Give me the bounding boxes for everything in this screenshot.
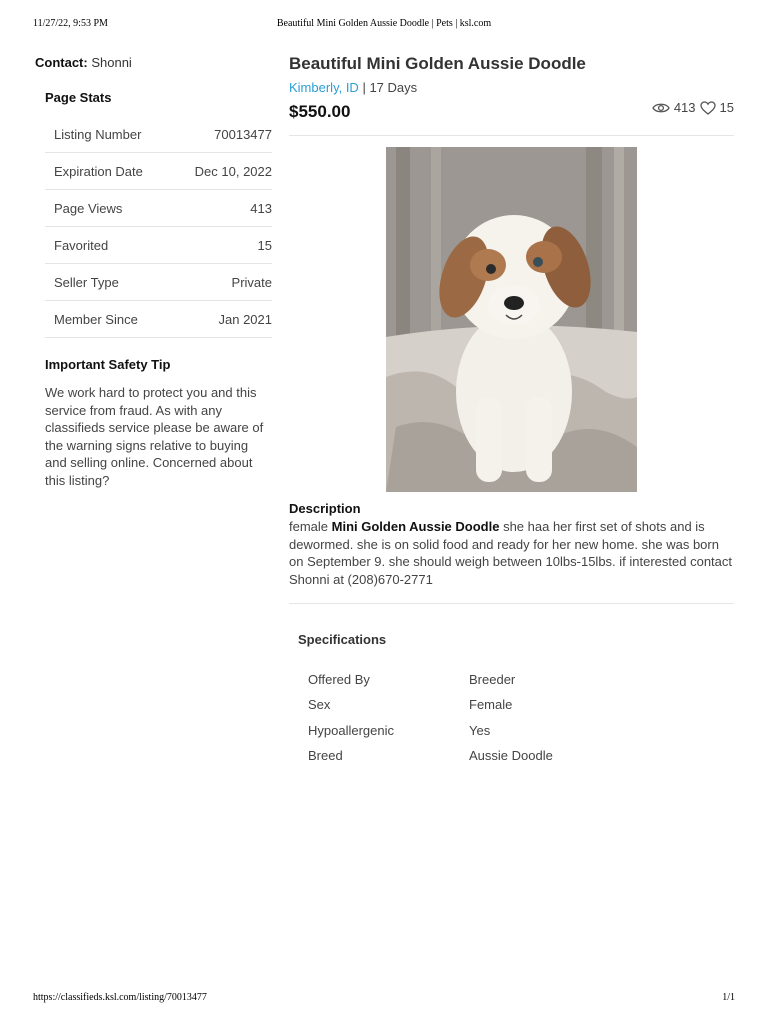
spec-value: Breeder	[469, 672, 516, 688]
favorite-count: 15	[719, 100, 734, 115]
print-header	[33, 18, 735, 32]
stat-row-seller-type	[45, 264, 272, 301]
price-row	[289, 100, 734, 126]
spec-row-sex	[298, 692, 728, 717]
stat-value: Private	[231, 274, 272, 290]
spec-value: Aussie Doodle	[469, 748, 553, 764]
safety-tip-title: Important Safety Tip	[45, 357, 171, 372]
spec-row-hypoallergenic	[298, 718, 728, 743]
stat-value: Dec 10, 2022	[194, 163, 272, 179]
safety-tip-text: We work hard to protect you and this service from fraud. As with any classifieds service please be aware of the warning signs relative to buying and selling online. Concerned about this listing?	[45, 385, 264, 488]
listing-main	[289, 52, 734, 764]
stat-row-listing-number	[45, 116, 272, 153]
listing-counts	[652, 100, 734, 115]
spec-row-breed	[298, 743, 728, 768]
stat-value: 15	[257, 237, 272, 253]
specifications-table	[298, 667, 728, 768]
location-separator: |	[358, 80, 370, 95]
print-datetime: 11/27/22, 9:53 PM	[33, 18, 108, 29]
stat-value: 413	[250, 200, 272, 216]
stat-row-page-views	[45, 190, 272, 227]
contact-line	[35, 54, 272, 72]
spec-row-offered-by	[298, 667, 728, 692]
listing-location-line	[289, 79, 734, 96]
stat-label: Listing Number	[54, 126, 142, 142]
heart-icon[interactable]	[700, 101, 716, 115]
stat-row-member-since	[45, 301, 272, 338]
print-page-number: 1/1	[722, 992, 735, 1003]
contact-label: Contact:	[35, 55, 88, 70]
stat-value: 70013477	[214, 126, 272, 142]
stat-label: Favorited	[54, 237, 109, 253]
spec-label: Breed	[308, 748, 343, 764]
print-footer	[33, 992, 735, 1006]
spec-label: Hypoallergenic	[308, 722, 394, 738]
stat-value: Jan 2021	[218, 311, 272, 327]
description-section	[289, 500, 734, 588]
listing-age: 17 Days	[369, 80, 418, 95]
spec-label: Sex	[308, 697, 331, 713]
listing-price: $550.00	[289, 102, 351, 121]
stat-label: Page Views	[54, 200, 123, 216]
contact-name: Shonni	[91, 55, 132, 70]
description-rest: she haa her first set of shots and is dewormed. she is on solid food and ready for her new home. she was born on September 9. she should weigh between 10lbs-15lbs. if interested contact Shonni at (208)670-2771	[289, 519, 732, 587]
listing-photo[interactable]	[386, 147, 637, 492]
view-count: 413	[673, 100, 696, 115]
spec-value: Yes	[469, 722, 491, 738]
listing-location-link[interactable]: Kimberly, ID	[289, 80, 359, 95]
description-body	[289, 518, 734, 588]
sidebar	[35, 54, 272, 489]
spec-label: Offered By	[308, 672, 370, 688]
print-page-title: Beautiful Mini Golden Aussie Doodle | Pets | ksl.com	[276, 18, 492, 29]
listing-title: Beautiful Mini Golden Aussie Doodle	[289, 54, 586, 73]
puppy-photo-illustration	[386, 147, 637, 492]
print-url[interactable]: https://classifieds.ksl.com/listing/70013477	[33, 992, 207, 1003]
stat-row-expiration-date	[45, 153, 272, 190]
stat-label: Member Since	[54, 311, 138, 327]
description-lead: female	[289, 519, 332, 534]
page-stats-title: Page Stats	[45, 90, 112, 105]
page-stats-table	[45, 116, 272, 338]
stat-label: Seller Type	[54, 274, 119, 290]
stat-row-favorited	[45, 227, 272, 264]
description-title: Description	[289, 501, 361, 516]
description-bold-breed: Mini Golden Aussie Doodle	[331, 519, 500, 534]
specifications-title: Specifications	[298, 632, 387, 647]
eye-icon	[652, 102, 670, 114]
spec-value: Female	[469, 697, 513, 713]
specifications-section	[298, 631, 728, 768]
divider	[289, 603, 734, 604]
stat-label: Expiration Date	[54, 163, 143, 179]
divider	[289, 135, 734, 136]
